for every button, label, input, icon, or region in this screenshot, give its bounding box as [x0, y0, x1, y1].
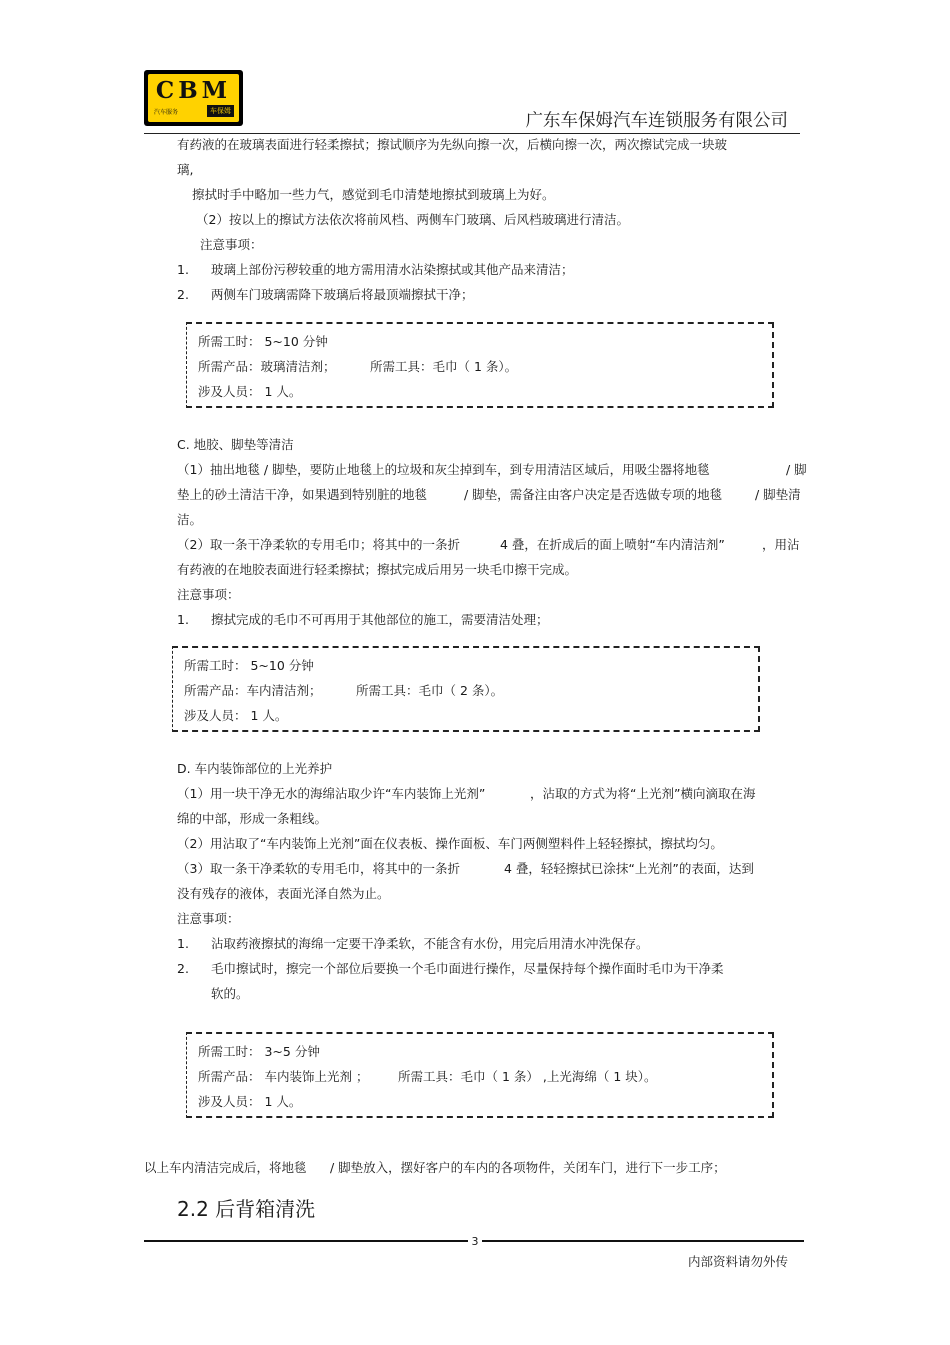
required-tool: 所需工具：毛巾（ 1 条） ,上光海绵（ 1 块）。	[398, 1069, 657, 1084]
work-time: 所需工时： 3~5 分钟	[198, 1044, 320, 1059]
list-item: 毛巾擦试时，擦完一个部位后要换一个毛巾面进行操作，尽量保持每个操作面时毛巾为干净柔	[211, 961, 724, 976]
list-number: 1.	[177, 936, 189, 951]
list-number: 2.	[177, 287, 189, 302]
paragraph-line: ，用沾	[762, 537, 800, 552]
subsection-title: C. 地胶、脚垫等清洁	[177, 437, 294, 452]
paragraph-line: 擦拭时手中略加一些力气，感觉到毛巾清楚地擦拭到玻璃上为好。	[192, 187, 555, 202]
paragraph-line: （3）取一条干净柔软的专用毛巾，将其中的一条折	[177, 861, 460, 876]
paragraph-line: （1）抽出地毯 / 脚垫，要防止地毯上的垃圾和灰尘掉到车，到专用清洁区域后，用吸尘器将地毯	[177, 462, 710, 477]
paragraph-line: / 脚垫清	[755, 487, 801, 502]
requirements-box	[172, 646, 760, 732]
header-divider	[144, 133, 800, 134]
required-product: 所需产品：玻璃清洁剂；	[198, 359, 336, 374]
company-name: 广东车保姆汽车连锁服务有限公司	[525, 111, 788, 131]
required-product: 所需产品： 车内装饰上光剂 ；	[198, 1069, 369, 1084]
requirements-box	[186, 1032, 774, 1118]
requirements-box	[186, 322, 774, 408]
required-tool: 所需工具：毛巾（ 1 条）。	[370, 359, 518, 374]
logo-subtitle-left: 汽车服务	[154, 109, 179, 116]
staff-count: 涉及人员： 1 人。	[184, 708, 288, 723]
notes-heading: 注意事项：	[177, 587, 240, 602]
list-item: 沾取药液擦拭的海绵一定要干净柔软，不能含有水份，用完后用清水冲洗保存。	[211, 936, 649, 951]
list-item: 擦拭完成的毛巾不可再用于其他部位的施工，需要清洁处理；	[211, 612, 549, 627]
paragraph-line: （2）取一条干净柔软的专用毛巾；将其中的一条折	[177, 537, 460, 552]
list-item: 软的。	[211, 986, 249, 1001]
list-number: 1.	[177, 262, 189, 277]
paragraph-line: 璃,	[177, 162, 194, 177]
paragraph-line: 有药液的在玻璃表面进行轻柔擦拭；擦试顺序为先纵向擦一次，后横向擦一次，两次擦试完成一块玻	[177, 137, 728, 152]
list-item: 两侧车门玻璃需降下玻璃后将最顶端擦拭干净；	[211, 287, 474, 302]
summary-line: / 脚垫放入，摆好客户的车内的各项物件，关闭车门，进行下一步工序；	[330, 1160, 726, 1175]
notes-heading: 注意事项：	[177, 911, 240, 926]
paragraph-line: 没有残存的液体，表面光泽自然为止。	[177, 886, 390, 901]
paragraph-line: 4 叠，轻轻擦拭已涂抹“上光剂”的表面，达到	[504, 861, 754, 876]
paragraph-line: 4 叠，在折成后的面上喷射“车内清洁剂”	[500, 537, 725, 552]
paragraph-line: / 脚垫，需备注由客户决定是否选做专项的地毯	[464, 487, 723, 502]
list-item: 玻璃上部份污秽较重的地方需用清水沾染擦拭或其他产品来清洁；	[211, 262, 574, 277]
work-time: 所需工时： 5~10 分钟	[184, 658, 314, 673]
subsection-title: D. 车内装饰部位的上光养护	[177, 761, 333, 776]
paragraph-line: （2）按以上的擦试方法依次将前风档、两侧车门玻璃、后风档玻璃进行清洁。	[196, 212, 629, 227]
staff-count: 涉及人员： 1 人。	[198, 1094, 302, 1109]
section-heading: 2.2 后背箱清洗	[177, 1197, 316, 1221]
logo-panel	[148, 74, 239, 122]
paragraph-line: （2）用沾取了“车内装饰上光剂”面在仪表板、操作面板、车门两侧塑料件上轻轻擦拭，擦拭均匀。	[177, 836, 723, 851]
company-logo	[144, 70, 243, 126]
paragraph-line: 有药液的在地胶表面进行轻柔擦拭；擦拭完成后用另一块毛巾擦干完成。	[177, 562, 578, 577]
paragraph-line: 洁。	[177, 512, 203, 527]
paragraph-line: 垫上的砂土清洁干净，如果遇到特别脏的地毯	[177, 487, 428, 502]
paragraph-line: ，沾取的方式为将“上光剂”横向滴取在海	[530, 786, 756, 801]
paragraph-line: （1）用一块干净无水的海绵沾取少许“车内装饰上光剂”	[177, 786, 486, 801]
summary-line: 以上车内清洁完成后，将地毯	[144, 1160, 307, 1175]
required-tool: 所需工具：毛巾（ 2 条）。	[356, 683, 504, 698]
work-time: 所需工时： 5~10 分钟	[198, 334, 328, 349]
logo-text: CBM	[155, 77, 232, 104]
logo-subtitle-right: 车保姆	[207, 105, 234, 117]
required-product: 所需产品：车内清洁剂；	[184, 683, 322, 698]
staff-count: 涉及人员： 1 人。	[198, 384, 302, 399]
paragraph-line: 绵的中部，形成一条粗线。	[177, 811, 328, 826]
page-number: 3	[468, 1235, 482, 1248]
confidential-note: 内部资料请勿外传	[688, 1254, 789, 1269]
list-number: 2.	[177, 961, 189, 976]
notes-heading: 注意事项：	[200, 237, 263, 252]
list-number: 1.	[177, 612, 189, 627]
paragraph-line: / 脚	[786, 462, 807, 477]
